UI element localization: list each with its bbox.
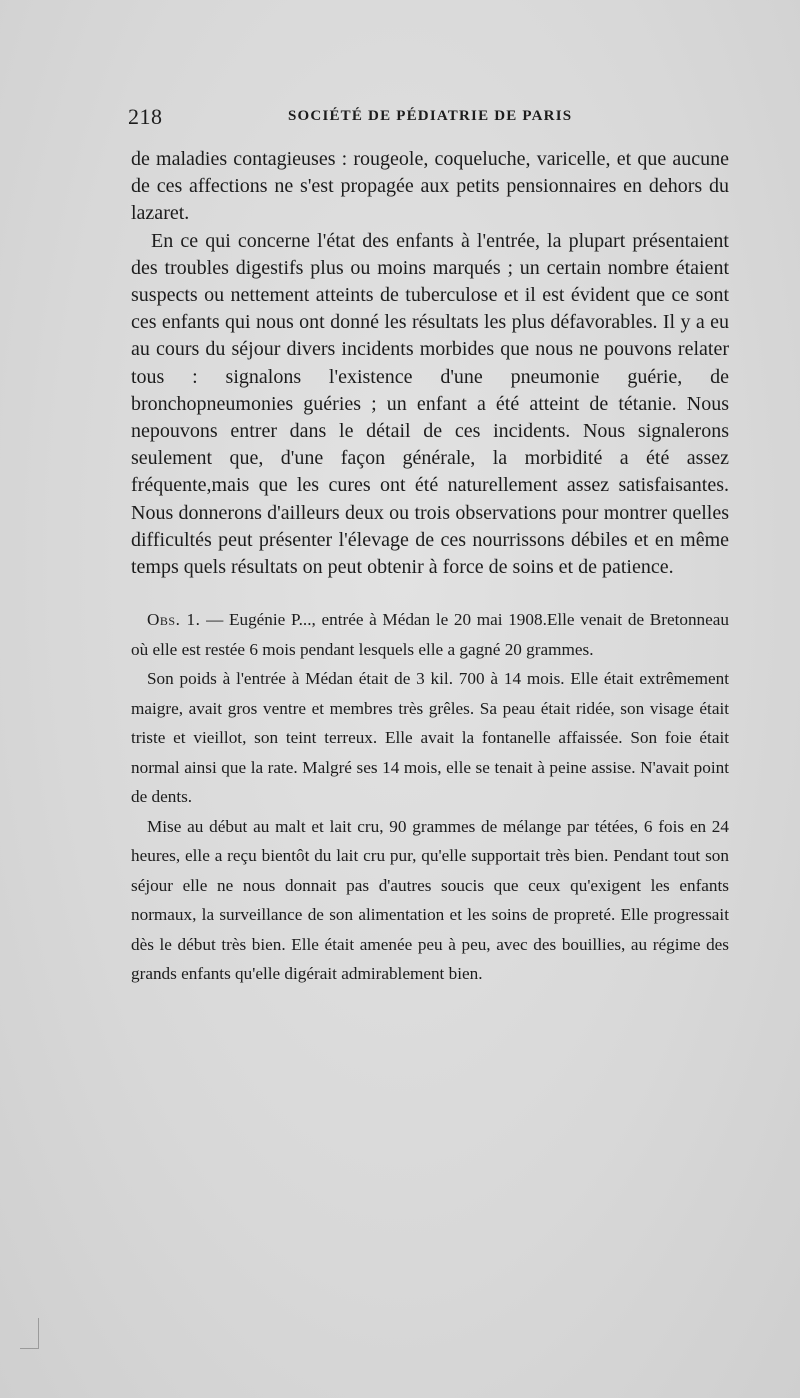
page-edge-mark [20, 1318, 39, 1349]
body-text [131, 146, 729, 989]
observation-intro [131, 605, 729, 664]
observation-weight-paragraph: Son poids à l'entrée à Médan était de 3 kil. 700 à 14 mois. Elle était extrêmement maigre, avait gros ventre et membres très grêles. Sa peau était ridée, son visage était triste et vieillot, son teint terreux. Elle avait la fontanelle affaissée. Son foie était normal ainsi que la rate. Malgré ses 14 mois, elle se tenait à peine assise. N'avait point de dents. [131, 669, 729, 807]
journal-title: SOCIÉTÉ DE PÉDIATRIE DE PARIS [288, 108, 573, 124]
observation-intro-text: — Eugénie P..., entrée à Médan le 20 mai 1908.Elle venait de Bretonneau où elle est restée 6 mois pendant lesquels elle a gagné 20 grammes. [131, 610, 729, 659]
observation-block [131, 605, 729, 989]
observation-label: Obs. 1. [147, 610, 201, 630]
observation-feeding-paragraph: Mise au début au malt et lait cru, 90 grammes de mélange par tétées, 6 fois en 24 heures, elle a reçu bientôt du lait cru pur, qu'elle supportait très bien. Pendant tout son séjour elle ne nous donnait pas d'autres soucis que ceux qu'exigent les enfants normaux, la surveillance de son alimentation et les soins de propreté. Elle progressait dès le début très bien. Elle était amenée peu à peu, avec des bouillies, au régime des grands enfants qu'elle digérait admirablement bien. [131, 816, 729, 984]
paragraph-continuation: de maladies contagieuses : rougeole, coqueluche, varicelle, et que aucune de ces affections ne s'est propagée aux petits pensionnaires en dehors du lazaret. [131, 148, 729, 225]
running-header [128, 104, 724, 132]
page-number: 218 [128, 104, 163, 129]
paragraph-children-state: En ce qui concerne l'état des enfants à l'entrée, la plupart présentaient des troubles digestifs plus ou moins marqués ; un certain nombre étaient suspects ou nettement atteints de tuberculose et il est évident que ce sont ces enfants qui nous ont donné les résultats les plus défavorables. Il y a eu au cours du séjour divers incidents morbides que nous ne pouvons relater tous : signalons l'existence d'une pneumonie guérie, de bronchopneumonies guéries ; un enfant a été atteint de tétanie. Nous nepouvons entrer dans le détail de ces incidents. Nous signalerons seulement que, d'une façon générale, la morbidité a été assez fréquente,mais que les cures ont été naturellement assez satisfaisantes. Nous donnerons d'ailleurs deux ou trois observations pour montrer quelles difficultés peut présenter l'élevage de ces nourrissons débiles et en même temps quels résultats on peut obtenir à force de soins et de patience. [131, 229, 729, 579]
